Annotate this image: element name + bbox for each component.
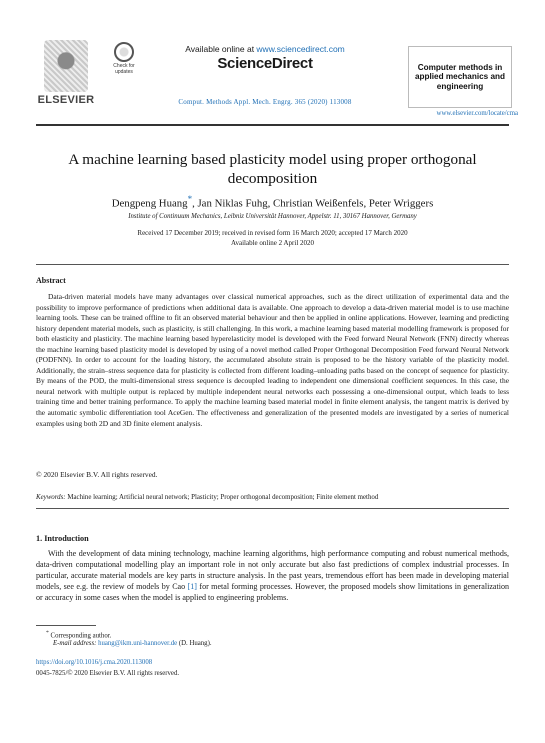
abstract-copyright: © 2020 Elsevier B.V. All rights reserved. [36, 470, 158, 479]
journal-cover[interactable] [408, 46, 512, 108]
check-for-updates-label: Check for updates [113, 63, 135, 75]
footnote-corresponding [46, 630, 111, 639]
author-rest: , Jan Niklas Fuhg, Christian Weißenfels, Peter Wriggers [192, 197, 434, 210]
keywords-label: Keywords: [36, 494, 66, 501]
author-first: Dengpeng Huang [111, 197, 188, 210]
sciencedirect-logo[interactable]: ScienceDirect [217, 55, 313, 72]
article-title: A machine learning based plasticity model using proper orthogonal decomposition [68, 151, 477, 187]
available-online-line [150, 44, 380, 54]
email-link[interactable]: huang@ikm.uni-hannover.de [98, 640, 178, 647]
sciencedirect-link[interactable]: www.sciencedirect.com [256, 44, 345, 54]
intro-text-before-cite: With the development of data mining technology, machine learning algorithms, high performance computing and robust numerical methods, data-driven computational modelling play an important role in not only accurate but also fast predictions of complex industrial processes. In particular, accurate material models are key parts in structure analysis. In the past years, tremendous effort has been made in developing material models, see e.g. the review of models by Cao [36, 549, 509, 592]
keywords-list: Machine learning; Artificial neural network; Plasticity; Proper orthogonal decomposition; Finite element method [65, 494, 379, 501]
affiliation: Institute of Continuum Mechanics, Leibniz Universität Hannover, Appelstr. 11, 30167 Hannover, Germany [128, 213, 417, 220]
footnote-email [53, 640, 212, 647]
author-list [30, 194, 515, 210]
available-online-date: Available online 2 April 2020 [230, 239, 315, 247]
corresponding-author-marker[interactable]: * [187, 194, 193, 204]
available-prefix: Available online at [185, 44, 257, 54]
issn-copyright: 0045-7825/© 2020 Elsevier B.V. All rights reserved. [36, 670, 180, 677]
abstract-body: Data-driven material models have many advantages over classical numerical approaches, such as the direct utilization of experimental data and the possibility to improve performance of predictions when additional data is available. One approach to develop a data-driven material model is to use machine learning tools. These can be trained offline to fit an observed material behaviour and then be applied in online applications. However, learning and predicting history dependent material models, such as plasticity, is still challenging. In this work, a machine learning based material modelling framework is proposed for both elasticity and plasticity. The machine learning based hyperelasticity model is developed with the Feed forward Neural Network (FNN) directly whereas the machine learning based plasticity model is developed by using of a novel method called Proper Orthogonal Decomposition Feed forward Neural Network (PODFNN). In order to account for the loading history, the accumulated absolute strain is proposed to be the history variable of the plasticity model. Additionally, the strain–stress sequence data for plasticity is collected from different loading–unloading paths based on the concept of sequence for plasticity. By means of the POD, the multi-dimensional stress sequence is decoupled leading to independent one dimensional coefficient sequences. In this case, the neural network with multiple output is replaced by multiple independent neural networks each possessing a one-dimensional output, which leads to less training time and better training performance. To apply the machine learning based material model in finite element analysis, the tangent matrix is derived by the automatic symbolic differentiation tool AceGen. The effectiveness and generalization of the presented models are investigated by a series of numerical examples using both 2D and 3D finite element analysis. [36, 292, 509, 428]
introduction-paragraph [36, 548, 509, 603]
footnote-star: * [46, 630, 49, 636]
header-divider [36, 124, 509, 126]
email-label: E-mail address: [53, 640, 97, 647]
check-for-updates-icon [114, 42, 134, 62]
check-for-updates-badge[interactable] [108, 42, 140, 78]
email-owner: (D. Huang). [177, 640, 212, 647]
elsevier-tree-icon [44, 40, 88, 92]
keywords [36, 494, 509, 501]
doi-link[interactable]: https://doi.org/10.1016/j.cma.2020.113008 [36, 659, 153, 666]
footnote-divider [36, 625, 96, 626]
abstract-top-divider [36, 264, 509, 265]
intro-text-after-cite: for metal forming processes. However, the proposed models show limitations in generalization or accuracy in some cases when the model is applied to engineering problems. [36, 582, 509, 603]
keywords-bottom-divider [36, 508, 509, 509]
elsevier-wordmark: ELSEVIER [37, 94, 95, 106]
journal-cover-title: Computer methods in applied mechanics and engineering [414, 62, 506, 91]
journal-homepage-link[interactable]: www.elsevier.com/locate/cma [436, 110, 518, 117]
elsevier-logo[interactable] [36, 40, 96, 110]
article-dates [30, 228, 515, 248]
footnote-corresponding-text: Corresponding author. [50, 632, 112, 640]
journal-reference[interactable]: Comput. Methods Appl. Mech. Engrg. 365 (2020) 113008 [178, 98, 352, 106]
received-dates: Received 17 December 2019; received in revised form 16 March 2020; accepted 17 March 2020 [137, 229, 408, 237]
section-heading-introduction: 1. Introduction [36, 534, 89, 543]
citation-link[interactable]: [1] [187, 582, 197, 592]
abstract-heading: Abstract [36, 276, 66, 285]
